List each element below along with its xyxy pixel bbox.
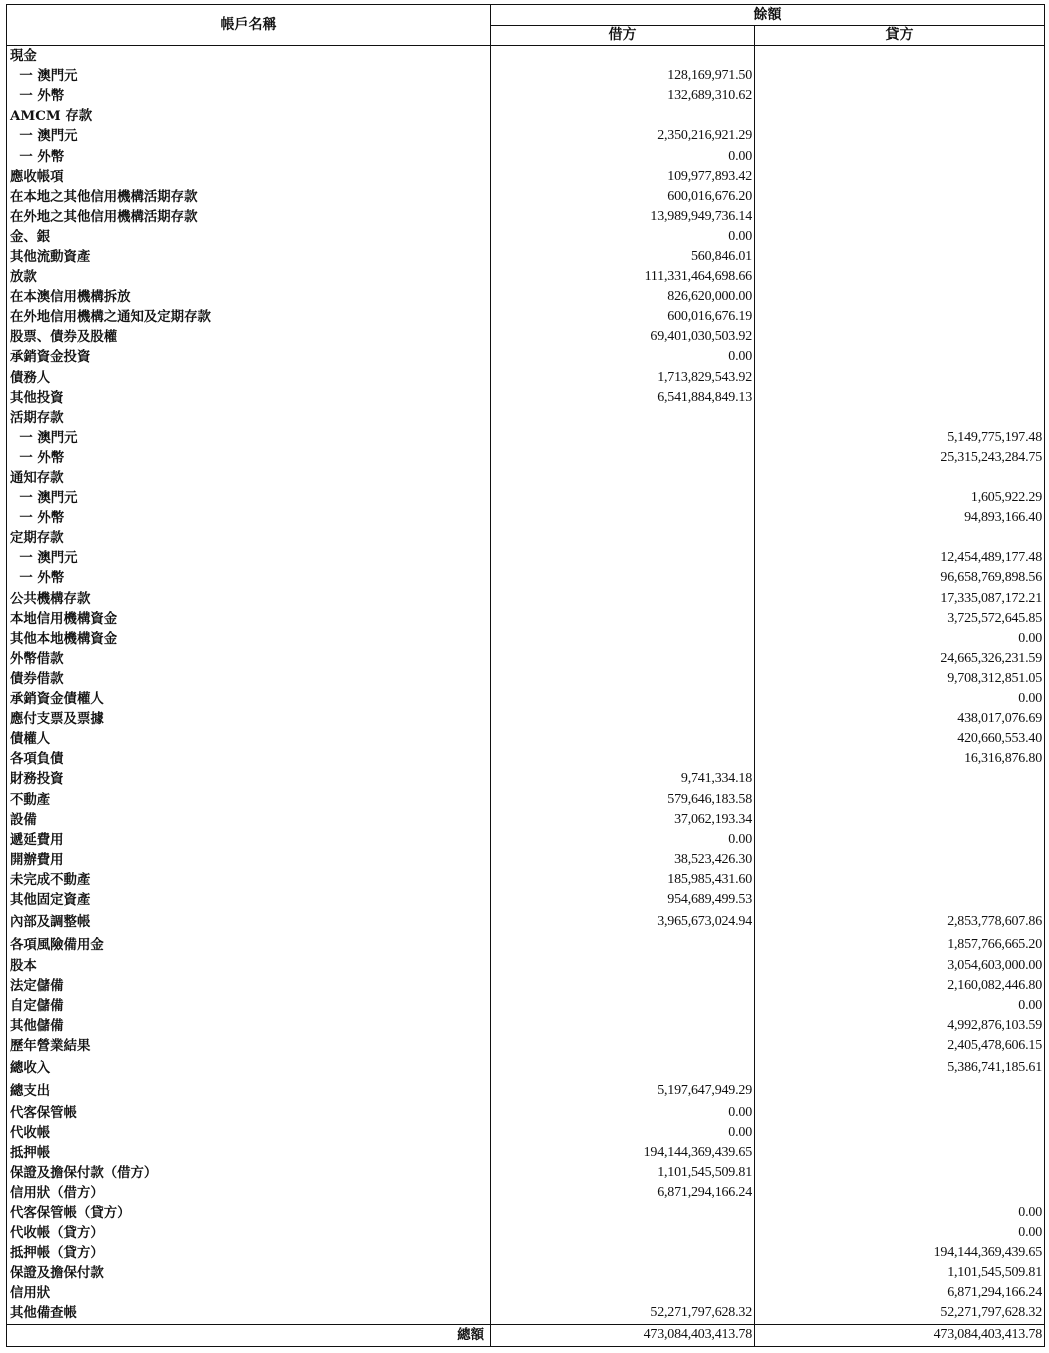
account-name-cell: 一 外幣 (7, 508, 491, 528)
table-row (7, 568, 1045, 588)
debit-cell: 0.00 (491, 227, 755, 247)
table-row (7, 287, 1045, 307)
credit-cell (755, 347, 1045, 367)
account-name-cell: 一 澳門元 (7, 66, 491, 86)
table-row (7, 388, 1045, 408)
table-row (7, 1303, 1045, 1324)
credit-cell: 0.00 (755, 1223, 1045, 1243)
account-name-cell: 總支出 (7, 1080, 491, 1103)
debit-cell: 1,101,545,509.81 (491, 1163, 755, 1183)
credit-cell (755, 247, 1045, 267)
credit-cell (755, 66, 1045, 86)
debit-cell (491, 508, 755, 528)
account-name-cell: 抵押帳 (7, 1143, 491, 1163)
account-name-cell: 其他固定資產 (7, 890, 491, 910)
table-row (7, 1203, 1045, 1223)
account-name-cell: 保證及擔保付款（借方） (7, 1163, 491, 1183)
table-row (7, 1103, 1045, 1123)
table-row (7, 910, 1045, 933)
credit-cell: 94,893,166.40 (755, 508, 1045, 528)
debit-cell (491, 568, 755, 588)
account-name-cell: 外幣借款 (7, 649, 491, 669)
table-row (7, 830, 1045, 850)
table-row (7, 669, 1045, 689)
debit-cell: 38,523,426.30 (491, 850, 755, 870)
credit-cell (755, 528, 1045, 548)
debit-cell (491, 996, 755, 1016)
table-row (7, 1163, 1045, 1183)
account-name-cell: 其他流動資產 (7, 247, 491, 267)
table-row (7, 46, 1045, 67)
credit-cell (755, 167, 1045, 187)
account-name-cell: 代收帳（貸方） (7, 1223, 491, 1243)
table-row (7, 167, 1045, 187)
table-row (7, 629, 1045, 649)
account-name-cell: 債券借款 (7, 669, 491, 689)
credit-cell (755, 267, 1045, 287)
account-name-cell: AMCM 存款 (7, 106, 491, 126)
credit-cell (755, 86, 1045, 106)
account-name-cell: 其他儲備 (7, 1016, 491, 1036)
debit-cell (491, 609, 755, 629)
table-row (7, 247, 1045, 267)
debit-cell (491, 669, 755, 689)
account-name-cell: 一 澳門元 (7, 126, 491, 146)
credit-cell (755, 870, 1045, 890)
account-name-cell: 應收帳項 (7, 167, 491, 187)
debit-cell (491, 933, 755, 956)
account-name-cell: 設備 (7, 810, 491, 830)
table-row (7, 996, 1045, 1016)
table-row (7, 227, 1045, 247)
account-name-cell: 其他投資 (7, 388, 491, 408)
credit-cell: 438,017,076.69 (755, 709, 1045, 729)
account-name-cell: 信用狀（借方） (7, 1183, 491, 1203)
credit-cell: 0.00 (755, 689, 1045, 709)
table-row (7, 468, 1045, 488)
table-row (7, 327, 1045, 347)
credit-cell (755, 1123, 1045, 1143)
debit-cell: 0.00 (491, 1103, 755, 1123)
total-row (7, 1324, 1045, 1346)
table-row (7, 789, 1045, 809)
debit-cell: 0.00 (491, 1123, 755, 1143)
account-name-cell: 歷年營業結果 (7, 1036, 491, 1056)
account-name-cell: 承銷資金投資 (7, 347, 491, 367)
credit-cell: 25,315,243,284.75 (755, 448, 1045, 468)
table-row (7, 1057, 1045, 1080)
credit-cell (755, 789, 1045, 809)
account-name-cell: 抵押帳（貸方） (7, 1243, 491, 1263)
debit-cell: 6,541,884,849.13 (491, 388, 755, 408)
account-name-cell: 代客保管帳 (7, 1103, 491, 1123)
debit-cell: 9,741,334.18 (491, 769, 755, 789)
account-name-cell: 公共機構存款 (7, 589, 491, 609)
debit-cell: 579,646,183.58 (491, 789, 755, 809)
table-row (7, 1263, 1045, 1283)
credit-cell: 9,708,312,851.05 (755, 669, 1045, 689)
debit-cell (491, 649, 755, 669)
account-name-cell: 保證及擔保付款 (7, 1263, 491, 1283)
table-row (7, 448, 1045, 468)
table-row (7, 146, 1045, 166)
credit-cell (755, 810, 1045, 830)
credit-cell (755, 890, 1045, 910)
credit-cell (755, 327, 1045, 347)
account-name-cell: 自定儲備 (7, 996, 491, 1016)
debit-header: 借方 (491, 26, 755, 46)
account-name-cell: 財務投資 (7, 769, 491, 789)
account-name-cell: 一 澳門元 (7, 488, 491, 508)
credit-cell: 3,054,603,000.00 (755, 956, 1045, 976)
account-name-cell: 通知存款 (7, 468, 491, 488)
credit-header: 貸方 (755, 26, 1045, 46)
credit-cell: 3,725,572,645.85 (755, 609, 1045, 629)
credit-cell (755, 106, 1045, 126)
account-name-cell: 總收入 (7, 1057, 491, 1080)
debit-cell (491, 468, 755, 488)
table-row (7, 1143, 1045, 1163)
table-row (7, 749, 1045, 769)
account-name-cell: 定期存款 (7, 528, 491, 548)
debit-cell: 185,985,431.60 (491, 870, 755, 890)
table-row (7, 933, 1045, 956)
credit-cell: 17,335,087,172.21 (755, 589, 1045, 609)
debit-cell (491, 408, 755, 428)
account-name-cell: 其他本地機構資金 (7, 629, 491, 649)
table-row (7, 368, 1045, 388)
table-row (7, 1123, 1045, 1143)
debit-cell (491, 689, 755, 709)
credit-cell (755, 287, 1045, 307)
credit-cell (755, 368, 1045, 388)
debit-cell: 2,350,216,921.29 (491, 126, 755, 146)
table-row (7, 488, 1045, 508)
debit-cell (491, 1243, 755, 1263)
debit-cell (491, 1223, 755, 1243)
debit-cell (491, 729, 755, 749)
table-row (7, 508, 1045, 528)
table-row (7, 1283, 1045, 1303)
trial-balance-sheet (6, 4, 1044, 1347)
credit-cell (755, 830, 1045, 850)
debit-cell (491, 1263, 755, 1283)
credit-cell (755, 1163, 1045, 1183)
debit-cell (491, 589, 755, 609)
account-name-cell: 其他備查帳 (7, 1303, 491, 1324)
table-row (7, 1243, 1045, 1263)
account-name-cell: 債務人 (7, 368, 491, 388)
credit-cell (755, 126, 1045, 146)
total-debit: 473,084,403,413.78 (491, 1324, 755, 1346)
credit-cell: 6,871,294,166.24 (755, 1283, 1045, 1303)
debit-cell (491, 1203, 755, 1223)
account-name-cell: 一 澳門元 (7, 548, 491, 568)
table-row (7, 86, 1045, 106)
account-name-cell: 內部及調整帳 (7, 910, 491, 933)
table-row (7, 267, 1045, 287)
debit-cell: 3,965,673,024.94 (491, 910, 755, 933)
table-row (7, 850, 1045, 870)
debit-cell: 69,401,030,503.92 (491, 327, 755, 347)
account-name-cell: 一 外幣 (7, 86, 491, 106)
debit-cell (491, 528, 755, 548)
debit-cell: 37,062,193.34 (491, 810, 755, 830)
table-row (7, 1080, 1045, 1103)
account-name-cell: 在本澳信用機構拆放 (7, 287, 491, 307)
credit-cell (755, 46, 1045, 67)
total-credit: 473,084,403,413.78 (755, 1324, 1045, 1346)
credit-cell (755, 307, 1045, 327)
table-row (7, 408, 1045, 428)
credit-cell: 0.00 (755, 1203, 1045, 1223)
debit-cell: 0.00 (491, 146, 755, 166)
account-name-cell: 遞延費用 (7, 830, 491, 850)
credit-cell: 0.00 (755, 629, 1045, 649)
credit-cell: 1,101,545,509.81 (755, 1263, 1045, 1283)
credit-cell (755, 207, 1045, 227)
debit-cell: 826,620,000.00 (491, 287, 755, 307)
table-row (7, 66, 1045, 86)
credit-cell: 194,144,369,439.65 (755, 1243, 1045, 1263)
credit-cell: 12,454,489,177.48 (755, 548, 1045, 568)
debit-cell: 954,689,499.53 (491, 890, 755, 910)
table-row (7, 528, 1045, 548)
debit-cell: 600,016,676.20 (491, 187, 755, 207)
debit-cell: 52,271,797,628.32 (491, 1303, 755, 1324)
debit-cell (491, 428, 755, 448)
table-row (7, 126, 1045, 146)
trial-balance-table (6, 4, 1045, 1347)
credit-cell: 420,660,553.40 (755, 729, 1045, 749)
table-row (7, 649, 1045, 669)
debit-cell (491, 956, 755, 976)
credit-cell: 16,316,876.80 (755, 749, 1045, 769)
debit-cell (491, 1057, 755, 1080)
credit-cell: 1,605,922.29 (755, 488, 1045, 508)
table-row (7, 307, 1045, 327)
account-name-header: 帳戶名稱 (7, 5, 491, 46)
account-name-cell: 各項風險備用金 (7, 933, 491, 956)
account-name-cell: 股票、債券及股權 (7, 327, 491, 347)
credit-cell: 24,665,326,231.59 (755, 649, 1045, 669)
debit-cell (491, 488, 755, 508)
debit-cell (491, 1283, 755, 1303)
debit-cell (491, 448, 755, 468)
debit-cell (491, 548, 755, 568)
table-row (7, 810, 1045, 830)
credit-cell: 52,271,797,628.32 (755, 1303, 1045, 1324)
table-row (7, 729, 1045, 749)
debit-cell (491, 106, 755, 126)
debit-cell: 0.00 (491, 830, 755, 850)
debit-cell: 5,197,647,949.29 (491, 1080, 755, 1103)
table-row (7, 609, 1045, 629)
debit-cell: 128,169,971.50 (491, 66, 755, 86)
credit-cell: 96,658,769,898.56 (755, 568, 1045, 588)
account-name-cell: 一 外幣 (7, 448, 491, 468)
account-name-cell: 未完成不動產 (7, 870, 491, 890)
total-label: 總額 (7, 1324, 491, 1346)
credit-cell (755, 187, 1045, 207)
account-name-cell: 開辦費用 (7, 850, 491, 870)
credit-cell (755, 408, 1045, 428)
account-name-cell: 在本地之其他信用機構活期存款 (7, 187, 491, 207)
account-name-cell: 放款 (7, 267, 491, 287)
credit-cell: 0.00 (755, 996, 1045, 1016)
credit-cell: 2,405,478,606.15 (755, 1036, 1045, 1056)
debit-cell: 111,331,464,698.66 (491, 267, 755, 287)
credit-cell (755, 1143, 1045, 1163)
account-name-cell: 信用狀 (7, 1283, 491, 1303)
table-row (7, 589, 1045, 609)
credit-cell (755, 850, 1045, 870)
account-name-cell: 法定儲備 (7, 976, 491, 996)
table-row (7, 870, 1045, 890)
debit-cell: 0.00 (491, 347, 755, 367)
table-row (7, 428, 1045, 448)
table-row (7, 187, 1045, 207)
table-row (7, 548, 1045, 568)
table-row (7, 1183, 1045, 1203)
debit-cell: 560,846.01 (491, 247, 755, 267)
credit-cell: 1,857,766,665.20 (755, 933, 1045, 956)
account-name-cell: 承銷資金債權人 (7, 689, 491, 709)
credit-cell: 5,386,741,185.61 (755, 1057, 1045, 1080)
debit-cell (491, 629, 755, 649)
table-row (7, 890, 1045, 910)
credit-cell (755, 1080, 1045, 1103)
account-name-cell: 現金 (7, 46, 491, 67)
account-name-cell: 活期存款 (7, 408, 491, 428)
credit-cell (755, 227, 1045, 247)
debit-cell (491, 976, 755, 996)
table-row (7, 1223, 1045, 1243)
debit-cell (491, 749, 755, 769)
table-row (7, 347, 1045, 367)
account-name-cell: 金、銀 (7, 227, 491, 247)
debit-cell (491, 1036, 755, 1056)
balance-header: 餘額 (491, 5, 1045, 26)
table-row (7, 956, 1045, 976)
table-row (7, 207, 1045, 227)
account-name-cell: 一 外幣 (7, 146, 491, 166)
credit-cell: 4,992,876,103.59 (755, 1016, 1045, 1036)
account-name-cell: 在外地信用機構之通知及定期存款 (7, 307, 491, 327)
debit-cell: 194,144,369,439.65 (491, 1143, 755, 1163)
debit-cell: 13,989,949,736.14 (491, 207, 755, 227)
account-name-cell: 在外地之其他信用機構活期存款 (7, 207, 491, 227)
table-row (7, 709, 1045, 729)
account-name-cell: 代客保管帳（貸方） (7, 1203, 491, 1223)
credit-cell: 2,853,778,607.86 (755, 910, 1045, 933)
debit-cell: 600,016,676.19 (491, 307, 755, 327)
debit-cell (491, 709, 755, 729)
table-row (7, 1036, 1045, 1056)
account-name-cell: 一 外幣 (7, 568, 491, 588)
table-row (7, 689, 1045, 709)
account-rows (7, 46, 1045, 1325)
account-name-cell: 應付支票及票據 (7, 709, 491, 729)
debit-cell: 132,689,310.62 (491, 86, 755, 106)
credit-cell (755, 388, 1045, 408)
debit-cell (491, 1016, 755, 1036)
credit-cell (755, 1183, 1045, 1203)
debit-cell: 109,977,893.42 (491, 167, 755, 187)
account-name-cell: 不動產 (7, 789, 491, 809)
table-row (7, 106, 1045, 126)
credit-cell: 2,160,082,446.80 (755, 976, 1045, 996)
debit-cell: 1,713,829,543.92 (491, 368, 755, 388)
account-name-cell: 一 澳門元 (7, 428, 491, 448)
table-row (7, 976, 1045, 996)
account-name-cell: 債權人 (7, 729, 491, 749)
table-row (7, 1016, 1045, 1036)
debit-cell (491, 46, 755, 67)
credit-cell: 5,149,775,197.48 (755, 428, 1045, 448)
account-name-cell: 本地信用機構資金 (7, 609, 491, 629)
debit-cell: 6,871,294,166.24 (491, 1183, 755, 1203)
account-name-cell: 各項負債 (7, 749, 491, 769)
credit-cell (755, 146, 1045, 166)
credit-cell (755, 769, 1045, 789)
credit-cell (755, 468, 1045, 488)
table-row (7, 769, 1045, 789)
account-name-cell: 代收帳 (7, 1123, 491, 1143)
account-name-cell: 股本 (7, 956, 491, 976)
credit-cell (755, 1103, 1045, 1123)
